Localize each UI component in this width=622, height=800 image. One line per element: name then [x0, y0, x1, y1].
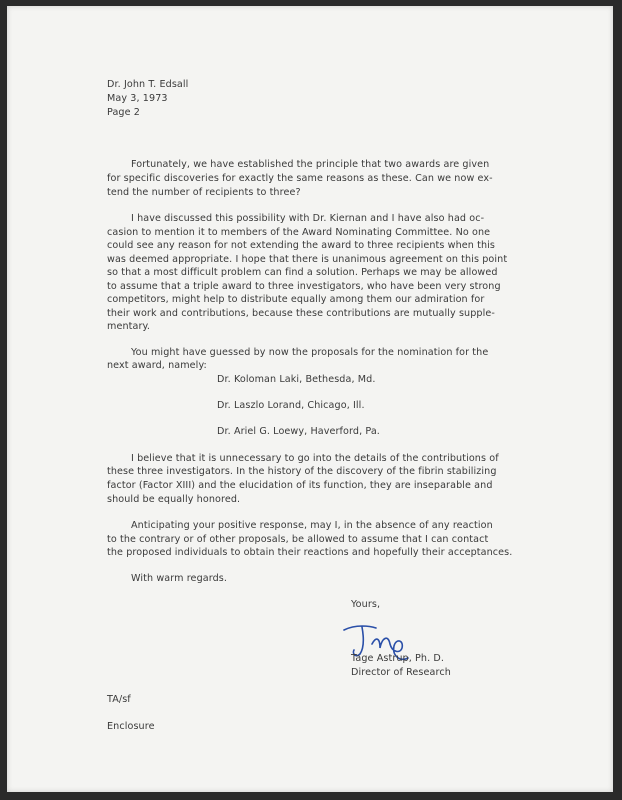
recipient-name: Dr. John T. Edsall [107, 79, 189, 90]
paragraph-1-line: Fortunately, we have established the principle that two awards are given [131, 159, 490, 170]
paragraph-3-line: You might have guessed by now the proposals for the nomination for the [131, 347, 489, 358]
paragraph-2-line: casion to mention it to members of the Award Nominating Committee. No one [107, 227, 491, 238]
letter-page [7, 6, 613, 792]
paragraph-2-line: was deemed appropriate. I hope that there is unanimous agreement on this point [107, 254, 508, 265]
regards: With warm regards. [131, 573, 228, 584]
paragraph-1-line: tend the number of recipients to three? [107, 187, 301, 198]
paragraph-4-line: these three investigators. In the history of the discovery of the fibrin stabilizing [107, 466, 497, 477]
paragraph-2-line: so that a most difficult problem can find a solution. Perhaps we may be allowed [107, 267, 498, 278]
signatory-name: Tage Astrup, Ph. D. [351, 653, 445, 664]
reference-initials: TA/sf [107, 694, 131, 705]
signatory-title: Director of Research [351, 667, 451, 678]
paragraph-4-line: factor (Factor XIII) and the elucidation of its function, they are inseparable and [107, 480, 493, 491]
paragraph-5-line: Anticipating your positive response, may I, in the absence of any reaction [131, 520, 493, 531]
paragraph-2-line: mentary. [107, 321, 151, 332]
paragraph-2-line: I have discussed this possibility with Dr. Kiernan and I have also had oc- [131, 213, 485, 224]
nominee: Dr. Ariel G. Loewy, Haverford, Pa. [217, 426, 380, 437]
closing-salutation: Yours, [351, 599, 381, 610]
paragraph-5-line: to the contrary or of other proposals, be allowed to assume that I can contact [107, 534, 489, 545]
paragraph-5-line: the proposed individuals to obtain their reactions and hopefully their acceptances. [107, 547, 513, 558]
paragraph-2-line: their work and contributions, because these contributions are mutually supple- [107, 308, 495, 319]
paragraph-4-line: should be equally honored. [107, 494, 241, 505]
paragraph-2-line: to assume that a triple award to three investigators, who have been very strong [107, 281, 501, 292]
page-number: Page 2 [107, 107, 140, 118]
paragraph-4-line: I believe that it is unnecessary to go into the details of the contributions of [131, 453, 499, 464]
paragraph-2-line: could see any reason for not extending the award to three recipients when this [107, 240, 496, 251]
nominee: Dr. Koloman Laki, Bethesda, Md. [217, 374, 376, 385]
paragraph-2-line: competitors, might help to distribute equally among them our admiration for [107, 294, 485, 305]
paragraph-1-line: for specific discoveries for exactly the same reasons as these. Can we now ex- [107, 173, 493, 184]
letter-date: May 3, 1973 [107, 93, 168, 104]
nominee: Dr. Laszlo Lorand, Chicago, Ill. [217, 400, 365, 411]
paragraph-3-line: next award, namely: [107, 360, 207, 371]
enclosure-note: Enclosure [107, 721, 155, 732]
